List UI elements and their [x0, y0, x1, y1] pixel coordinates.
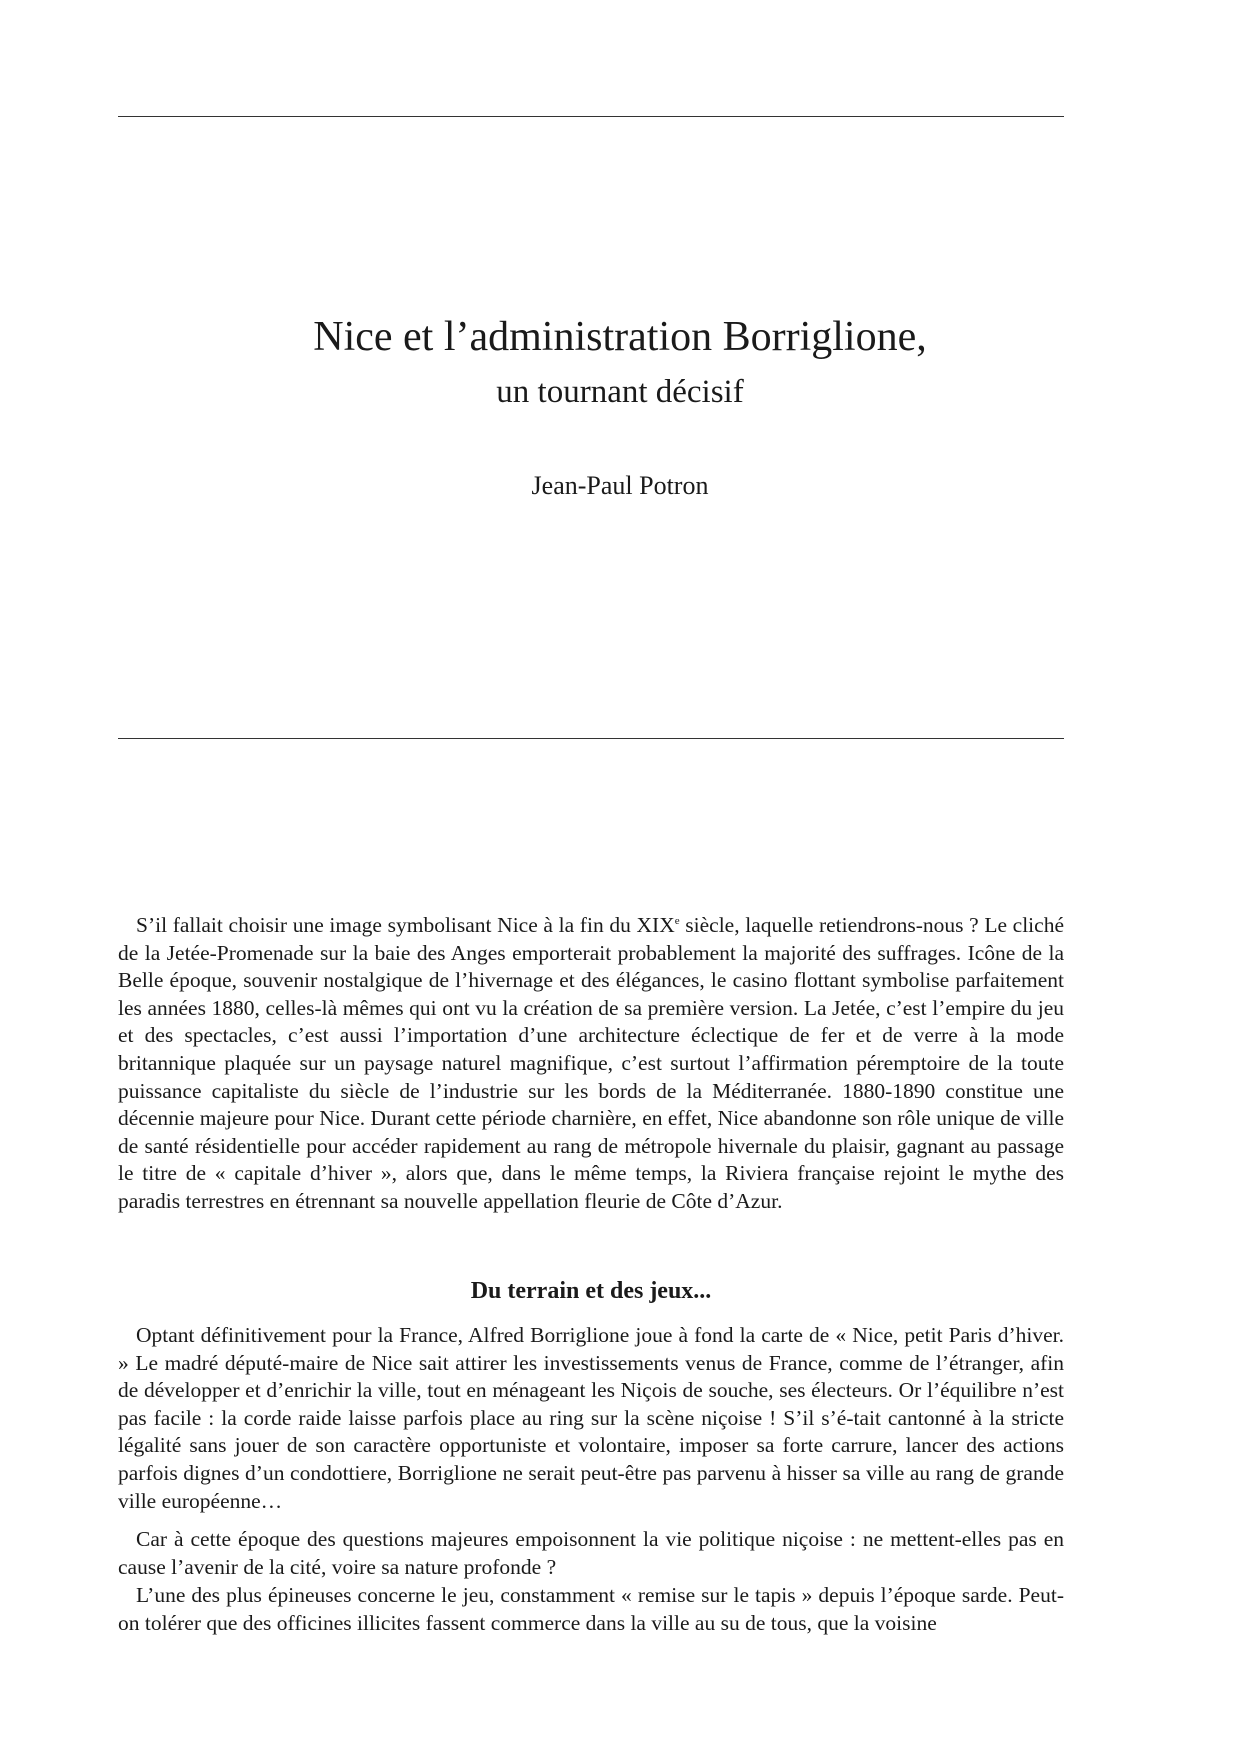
paragraph-intro-start: S’il fallait choisir une image symbolisant Nice à la fin du XIX: [136, 913, 675, 937]
article-author: Jean-Paul Potron: [531, 471, 709, 500]
top-rule: [118, 116, 1064, 117]
article-subtitle: un tournant décisif: [496, 374, 744, 410]
paragraph-intro: [118, 912, 1064, 1216]
century-superscript: e: [674, 915, 680, 927]
paragraph-intro-rest: siècle, laquelle retiendrons-nous ? Le cliché de la Jetée-Promenade sur la baie des Anges emporterait probablement la majorité des suffrages. Icône de la Belle époque, souvenir nostalgique de l’hivernage et des élégances, le casino flottant symbolise parfaitement les années 1880, celles-là mêmes qui ont vu la création de sa première version. La Jetée, c’est l’empire du jeu et des spectacles, c’est aussi l’importation d’une architecture éclectique de fer et de verre à la mode britannique plaquée sur un paysage naturel magnifique, c’est surtout l’affirmation péremptoire de la toute puissance capitaliste du siècle de l’industrie sur les bords de la Méditerranée. 1880-1890 constitue une décennie majeure pour Nice. Durant cette période charnière, en effet, Nice abandonne son rôle unique de ville de santé résidentielle pour accéder rapidement au rang de métropole hivernale du plaisir, gagnant au passage le titre de « capitale d’hiver », alors que, dans le même temps, la Riviera française rejoint le mythe des paradis terrestres en étrennant sa nouvelle appellation fleurie de Côte d’Azur.: [118, 913, 1064, 1213]
paragraph-borriglione: Optant définitivement pour la France, Alfred Borriglione joue à fond la carte de « Nice, petit Paris d’hiver. » Le madré député-maire de Nice sait attirer les investissements venus de France, comme de l’étranger, afin de développer et d’enrichir la ville, tout en ménageant les Niçois de souche, ses électeurs. Or l’équilibre n’est pas facile : la corde raide laisse parfois place au ring sur la scène niçoise ! S’il s’é-tait cantonné à la stricte légalité sans jouer de son caractère opportuniste et volontaire, imposer sa forte carrure, lancer des actions parfois dignes d’un condottiere, Borriglione ne serait peut-être pas parvenu à hisser sa ville au rang de grande ville européenne…: [118, 1323, 1064, 1513]
section-heading: Du terrain et des jeux...: [470, 1278, 712, 1304]
article-title: Nice et l’administration Borriglione,: [313, 314, 927, 360]
paragraph-jeu: L’une des plus épineuses concerne le jeu, constamment « remise sur le tapis » depuis l’époque sarde. Peut-on tolérer que des officines illicites fassent commerce dans la ville au su de tous, que la voisine: [118, 1583, 1064, 1635]
paragraph-questions: Car à cette époque des questions majeures empoisonnent la vie politique niçoise : ne mettent-elles pas en cause l’avenir de la cité, voire sa nature profonde ?: [118, 1527, 1064, 1579]
bottom-rule: [118, 738, 1064, 739]
